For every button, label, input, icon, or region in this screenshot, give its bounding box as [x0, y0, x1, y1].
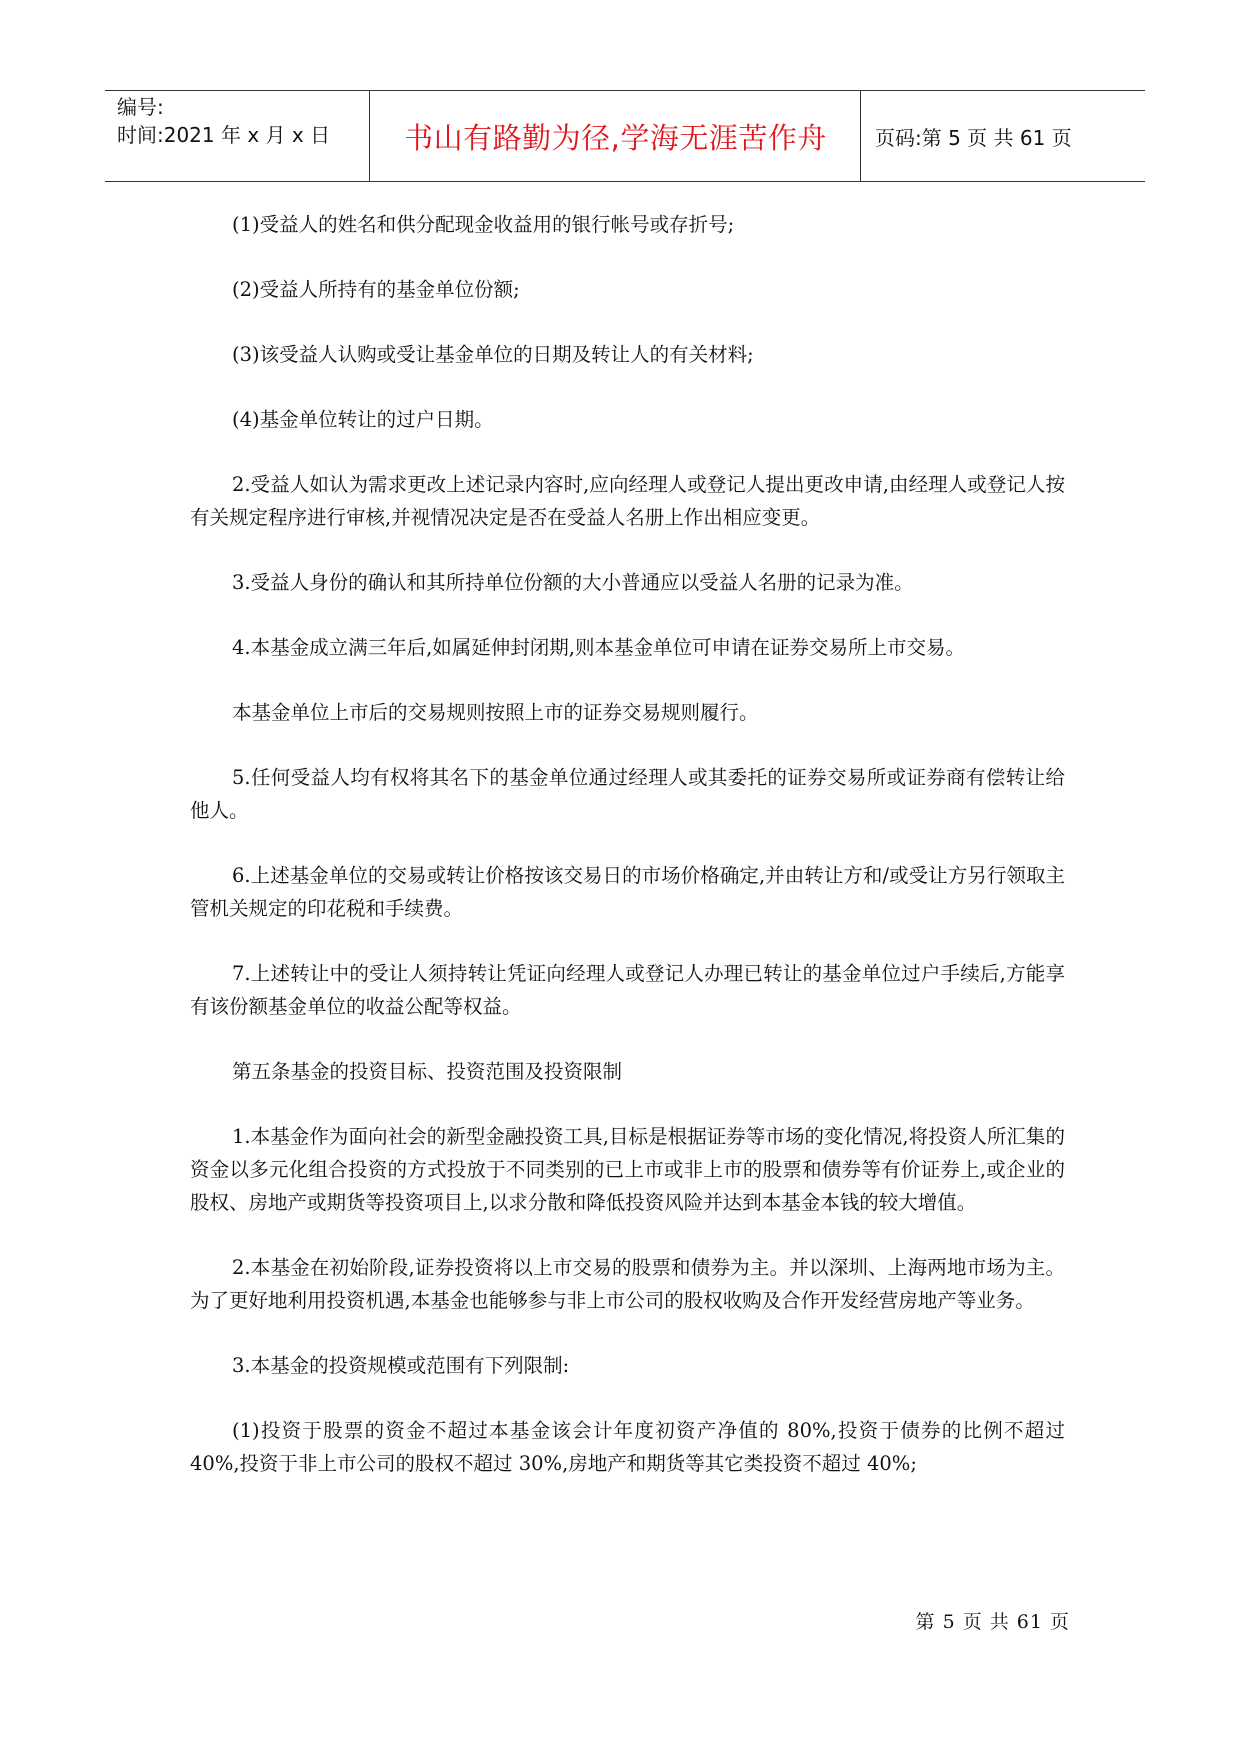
paragraph-investment-limits: 3.本基金的投资规模或范围有下列限制:	[232, 1354, 570, 1377]
document-time-label: 时间:2021 年 x 月 x 日	[117, 123, 331, 147]
document-body	[190, 208, 1065, 1512]
paragraph-item-1: (1)受益人的姓名和供分配现金收益用的银行帐号或存折号;	[232, 213, 735, 236]
paragraph-item-3: (3)该受益人认购或受让基金单位的日期及转让人的有关材料;	[232, 343, 754, 366]
paragraph-clause-3: 3.受益人身份的确认和其所持单位份额的大小普通应以受益人名册的记录为准。	[232, 571, 914, 594]
page-header	[105, 90, 1145, 182]
paragraph-clause-4: 4.本基金成立满三年后,如属延伸封闭期,则本基金单位可申请在证券交易所上市交易。	[232, 636, 966, 659]
paragraph-item-4: (4)基金单位转让的过户日期。	[232, 408, 494, 431]
paragraph-clause-5: 5.任何受益人均有权将其名下的基金单位通过经理人或其委托的证券交易所或证券商有偿转让给他人。	[190, 766, 1065, 822]
header-divider-left	[369, 91, 370, 181]
header-motto: 书山有路勤为径,学海无涯苦作舟	[404, 120, 827, 155]
paragraph-limit-item-1: (1)投资于股票的资金不超过本基金该会计年度初资产净值的 80%,投资于债券的比例不超过 40%,投资于非上市公司的股权不超过 30%,房地产和期货等其它类投资不超过 40%;	[190, 1419, 1065, 1475]
header-divider-right	[860, 91, 861, 181]
paragraph-investment-goal: 1.本基金作为面向社会的新型金融投资工具,目标是根据证券等市场的变化情况,将投资人所汇集的资金以多元化组合投资的方式投放于不同类别的已上市或非上市的股票和债券等有价证券上,或企业的股权、房地产或期货等投资项目上,以求分散和降低投资风险并达到本基金本钱的较大增值。	[190, 1125, 1065, 1214]
document-number-label: 编号:	[117, 95, 164, 119]
paragraph-clause-6: 6.上述基金单位的交易或转让价格按该交易日的市场价格确定,并由转让方和/或受让方另行领取主管机关规定的印花税和手续费。	[190, 864, 1065, 920]
header-page-info: 页码:第 5 页 共 61 页	[875, 125, 1072, 150]
paragraph-clause-7: 7.上述转让中的受让人须持转让凭证向经理人或登记人办理已转让的基金单位过户手续后,方能享有该份额基金单位的收益公配等权益。	[190, 962, 1065, 1018]
section-heading-article-5: 第五条基金的投资目标、投资范围及投资限制	[232, 1060, 623, 1083]
paragraph-item-2: (2)受益人所持有的基金单位份额;	[232, 278, 520, 301]
paragraph-clause-2: 2.受益人如认为需求更改上述记录内容时,应向经理人或登记人提出更改申请,由经理人或登记人按有关规定程序进行审核,并视情况决定是否在受益人名册上作出相应变更。	[190, 473, 1065, 529]
page-footer-number: 第 5 页 共 61 页	[915, 1611, 1070, 1633]
paragraph-initial-stage: 2.本基金在初始阶段,证券投资将以上市交易的股票和债券为主。并以深圳、上海两地市场为主。为了更好地利用投资机遇,本基金也能够参与非上市公司的股权收购及合作开发经营房地产等业务。	[190, 1256, 1065, 1312]
paragraph-listing-rule: 本基金单位上市后的交易规则按照上市的证券交易规则履行。	[232, 701, 759, 724]
header-meta	[117, 93, 369, 149]
